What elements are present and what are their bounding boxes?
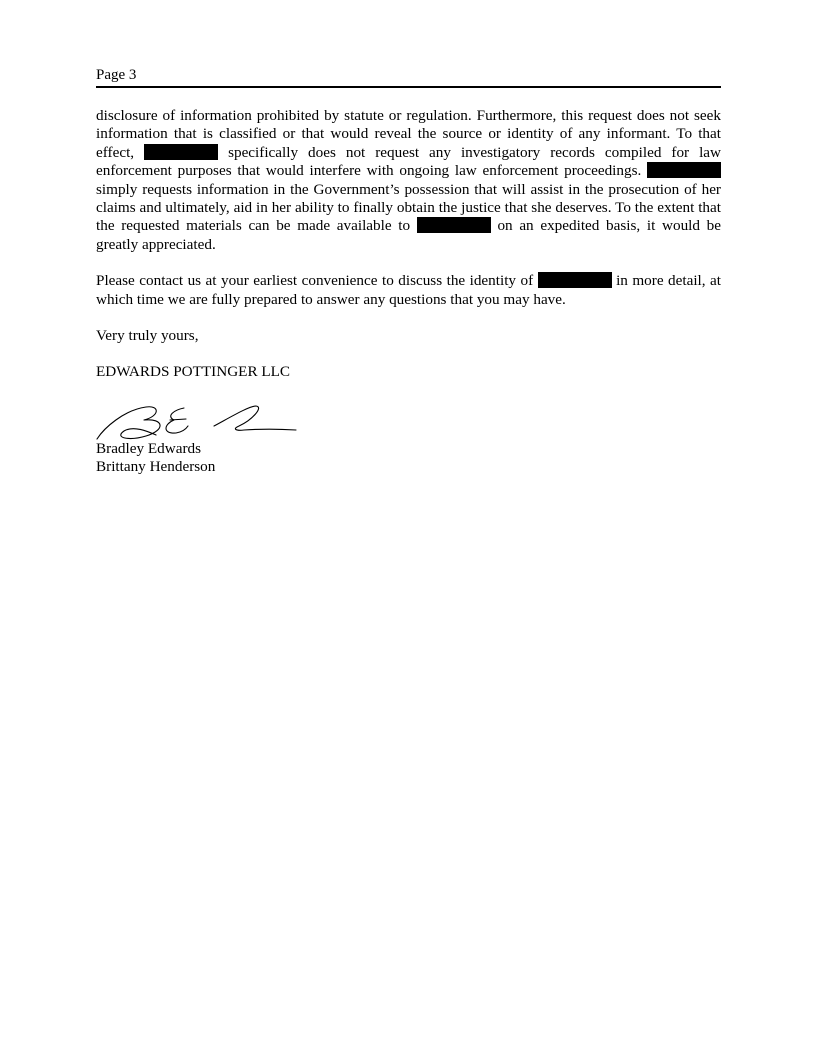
paragraph-contact — [96, 272, 721, 309]
redaction-block — [647, 162, 721, 178]
handwritten-signature — [94, 398, 304, 444]
signatory-block — [96, 440, 215, 477]
signatory-name: Brittany Henderson — [96, 458, 216, 476]
paragraph-text: disclosure of information prohibited by statute or regulation. Furthermore, this request does not seek information that is classified or that would reveal the source or identity of any informant. To that effect, — [96, 107, 721, 161]
paragraph-text: Please contact us at your earliest convenience to discuss the identity of — [96, 272, 534, 290]
redaction-block — [417, 217, 491, 233]
redaction-block — [144, 144, 218, 160]
closing-salutation: Very truly yours, — [96, 327, 199, 345]
spacer — [96, 254, 721, 272]
paragraph-text: in more detail, at which time we are fully prepared to answer any questions that you may have. — [96, 272, 721, 308]
signatory-name: Bradley Edwards — [96, 440, 202, 457]
paragraph-request-scope — [96, 107, 721, 254]
paragraph-text: on an expedited basis, it would be greatly appreciated. — [96, 217, 721, 253]
spacer — [96, 309, 721, 327]
firm-name: EDWARDS POTTINGER LLC — [96, 363, 291, 381]
paragraph-text: simply requests information in the Government’s possession that will assist in the prosecution of her claims and ultimately, aid in her ability to finally obtain the justice that she deserves. To the extent that the requested materials can be made available to — [96, 180, 721, 235]
paragraph-text: specifically does not request any investigatory records compiled for law enforcement purposes that would interfere with ongoing law enforcement proceedings. — [96, 143, 722, 180]
page-header — [96, 66, 721, 88]
page-number: Page 3 — [96, 67, 137, 83]
letter-body — [96, 107, 721, 382]
redaction-block — [538, 272, 612, 288]
spacer — [96, 345, 721, 363]
